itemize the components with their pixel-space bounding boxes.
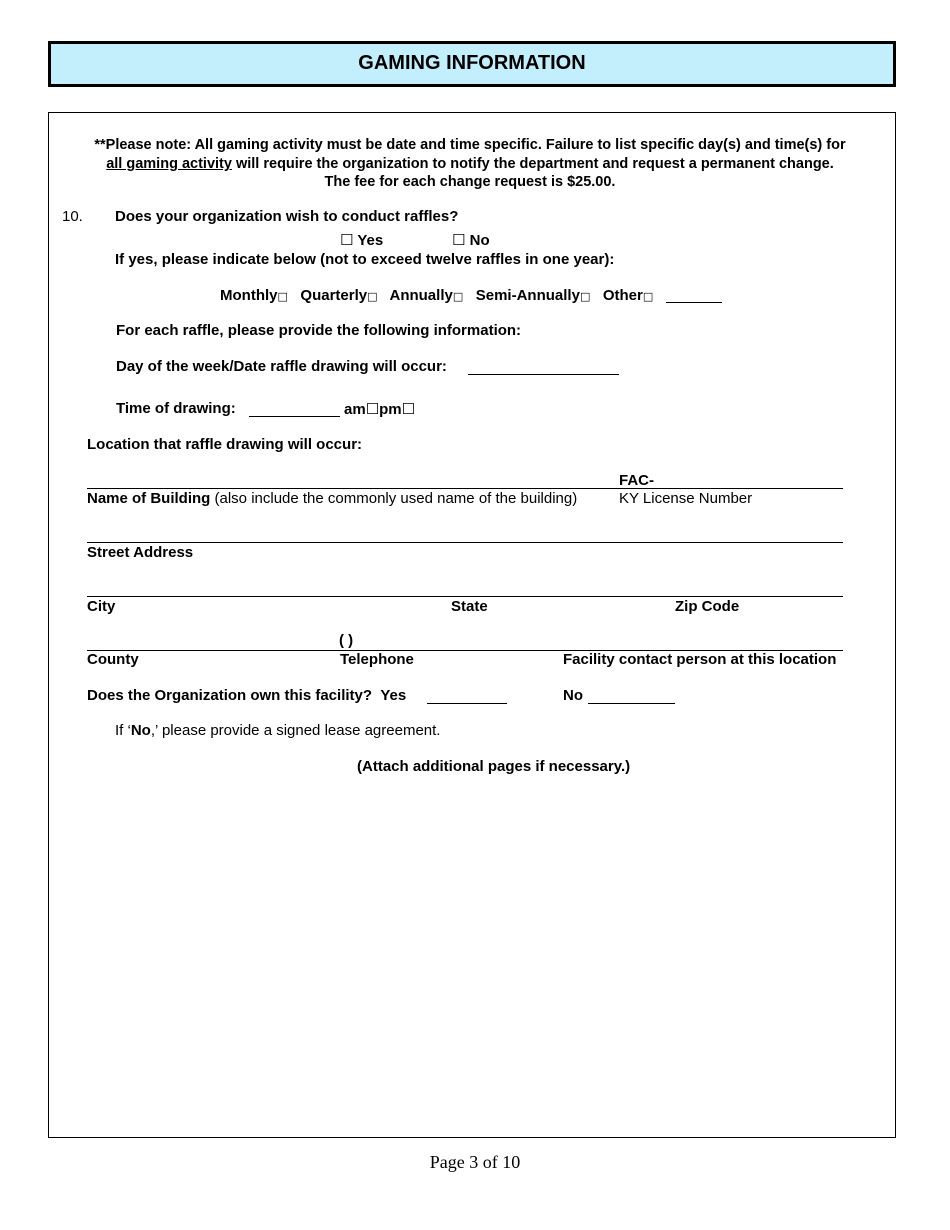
raffles-yes-option[interactable] bbox=[340, 231, 383, 249]
other-input-line[interactable] bbox=[666, 302, 722, 303]
drawing-time-label: Time of drawing: bbox=[116, 400, 236, 417]
frequency-options bbox=[220, 287, 653, 304]
raffles-followup: If yes, please indicate below (not to exceed twelve raffles in one year): bbox=[115, 251, 615, 268]
building-input-line[interactable] bbox=[87, 488, 843, 489]
notice-line-2-rest: will require the organization to notify the department and request a permanent change. bbox=[231, 156, 834, 172]
notice-line-1: **Please note: All gaming activity must be date and time specific. Failure to list specific day(s) and time(s) for bbox=[94, 137, 846, 153]
building-label-bold: Name of Building bbox=[87, 490, 211, 507]
semi-annually-checkbox[interactable]: □ bbox=[579, 290, 591, 303]
lease-no-bold: No bbox=[130, 722, 151, 739]
pm-label: pm bbox=[379, 401, 402, 418]
option-other-label: Other bbox=[602, 287, 643, 304]
option-semi-annually-label: Semi-Annually bbox=[475, 287, 580, 304]
raffles-no-option[interactable] bbox=[452, 231, 490, 249]
monthly-checkbox[interactable]: □ bbox=[277, 290, 288, 303]
option-annually[interactable] bbox=[389, 287, 463, 304]
location-label: Location that raffle drawing will occur: bbox=[87, 436, 363, 453]
no-checkbox[interactable]: ☐ bbox=[452, 231, 466, 249]
option-other[interactable] bbox=[603, 287, 653, 304]
building-label-rest: (also include the commonly used name of the building) bbox=[210, 490, 578, 507]
option-annually-label: Annually bbox=[389, 287, 453, 304]
option-monthly[interactable] bbox=[220, 287, 288, 304]
am-checkbox[interactable]: ☐ bbox=[365, 400, 380, 418]
telephone-label: Telephone bbox=[340, 651, 414, 668]
notice-fee: The fee for each change request is $25.00. bbox=[324, 174, 616, 190]
notice-line-2 bbox=[55, 155, 885, 174]
question-raffles: Does your organization wish to conduct raffles? bbox=[115, 208, 459, 225]
drawing-day-label: Day of the week/Date raffle drawing will occur: bbox=[116, 358, 447, 375]
ownership-no-input[interactable] bbox=[588, 703, 675, 704]
phone-parentheses: ( ) bbox=[339, 632, 354, 649]
license-label: KY License Number bbox=[619, 490, 753, 507]
city-label: City bbox=[87, 598, 116, 615]
option-quarterly-label: Quarterly bbox=[300, 287, 368, 304]
drawing-time-input[interactable] bbox=[249, 416, 340, 417]
annually-checkbox[interactable]: □ bbox=[452, 290, 464, 303]
contact-label: Facility contact person at this location bbox=[563, 651, 837, 668]
raffle-info-heading: For each raffle, please provide the following information: bbox=[116, 322, 522, 339]
quarterly-checkbox[interactable]: □ bbox=[367, 290, 378, 303]
am-label: am bbox=[344, 401, 366, 418]
street-input-line[interactable] bbox=[87, 542, 843, 543]
zip-label: Zip Code bbox=[675, 598, 740, 615]
section-title-banner bbox=[48, 41, 896, 87]
other-checkbox[interactable]: □ bbox=[642, 290, 654, 303]
section-title: GAMING INFORMATION bbox=[358, 52, 586, 74]
street-label: Street Address bbox=[87, 544, 194, 561]
county-label: County bbox=[87, 651, 139, 668]
state-label: State bbox=[451, 598, 488, 615]
drawing-day-input[interactable] bbox=[468, 374, 619, 375]
yes-label: Yes bbox=[357, 232, 384, 249]
no-label: No bbox=[469, 232, 490, 249]
ownership-question bbox=[87, 687, 406, 704]
ampm-options bbox=[344, 400, 415, 418]
page-number: Page 3 of 10 bbox=[429, 1152, 521, 1172]
lease-note bbox=[115, 722, 440, 739]
question-number: 10. bbox=[62, 208, 83, 225]
option-monthly-label: Monthly bbox=[220, 287, 278, 304]
city-state-zip-line[interactable] bbox=[87, 596, 843, 597]
attach-pages-note: (Attach additional pages if necessary.) bbox=[357, 758, 631, 775]
building-label bbox=[87, 490, 577, 507]
option-quarterly[interactable] bbox=[300, 287, 377, 304]
lease-prefix: If ‘ bbox=[115, 722, 131, 739]
fac-prefix: FAC- bbox=[619, 472, 654, 489]
notice-underlined-text: all gaming activity bbox=[106, 156, 232, 172]
ownership-yes-label: Yes bbox=[380, 687, 407, 704]
ownership-question-text: Does the Organization own this facility? bbox=[87, 687, 373, 704]
lease-rest: ,’ please provide a signed lease agreement. bbox=[150, 722, 441, 739]
ownership-no-label: No bbox=[563, 687, 583, 704]
yes-checkbox[interactable]: ☐ bbox=[340, 231, 354, 249]
ownership-yes-input[interactable] bbox=[427, 703, 507, 704]
pm-checkbox[interactable]: ☐ bbox=[401, 400, 416, 418]
option-semi-annually[interactable] bbox=[476, 287, 591, 304]
